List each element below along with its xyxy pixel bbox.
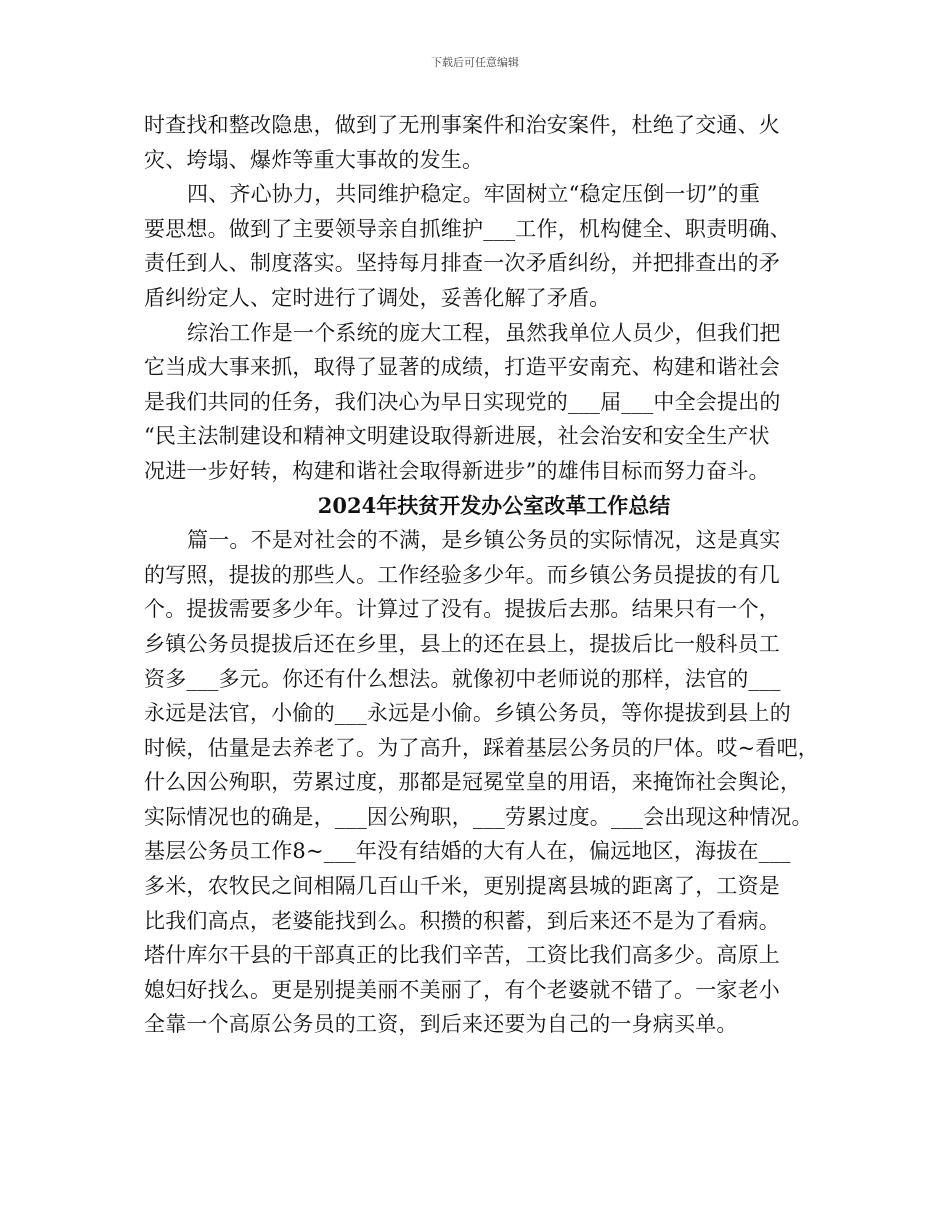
text-line: 灾、垮塌、爆炸等重大事故的发生。 (144, 147, 484, 172)
text-line: 资多___多元。你还有什么想法。就像初中老师说的那样，法官的___ (144, 666, 781, 691)
text-line: 乡镇公务员提拔后还在乡里，县上的还在县上，提拔后比一般科员工 (144, 631, 780, 656)
text-line: 综治工作是一个系统的庞大工程，虽然我单位人员少，但我们把 (187, 320, 781, 345)
text-line: 时查找和整改隐患，做到了无刑事案件和治安案件，杜绝了交通、火 (144, 113, 780, 137)
page-header-note: 下载后可任意编辑 (431, 56, 519, 69)
paragraph-4 (144, 523, 824, 1042)
text-line: 媳妇好找么。更是别提美丽不美丽了，有个老婆就不错了。一家老小 (144, 977, 780, 1002)
text-line: 盾纠纷定人、定时进行了调处，妥善化解了矛盾。 (144, 285, 611, 310)
document-body (144, 108, 824, 1042)
text-line: 的写照，提拔的那些人。工作经验多少年。而乡镇公务员提拔的有几 (144, 562, 780, 587)
text-line: 责任到人、制度落实。坚持每月排查一次矛盾纠纷，并把排查出的矛 (144, 251, 780, 276)
paragraph-2 (144, 177, 824, 315)
paragraph-3 (144, 316, 824, 489)
text-line: 基层公务员工作8~___年没有结婚的大有人在，偏远地区，海拔在___ (144, 839, 791, 864)
text-line: 全靠一个高原公务员的工资，到后来还要为自己的一身病买单。 (144, 1012, 738, 1037)
text-line: 它当成大事来抓，取得了显著的成绩，打造平安南充、构建和谐社会 (144, 355, 780, 380)
text-line: 永远是法官，小偷的___永远是小偷。乡镇公务员，等你提拔到县上的 (144, 701, 791, 726)
text-line: 实际情况也的确是，___因公殉职，___劳累过度。___会出现这种情况。 (144, 804, 813, 829)
text-line: 是我们共同的任务，我们决心为早日实现党的___届___中全会提出的 (144, 389, 781, 414)
text-line: 四、齐心协力，共同维护稳定。牢固树立“稳定压倒一切”的重 (187, 182, 761, 207)
text-line: 要思想。做到了主要领导亲自抓维护___工作，机构健全、职责明确、 (144, 216, 791, 241)
paragraph-1 (144, 108, 824, 177)
text-line: 多米，农牧民之间相隔几百山千米，更别提离县城的距离了，工资是 (144, 874, 780, 899)
text-line: 什么因公殉职，劳累过度，那都是冠冕堂皇的用语，来掩饰社会舆论， (144, 770, 802, 795)
text-line: “民主法制建设和精神文明建设取得新进展，社会治安和安全生产状 (144, 424, 770, 449)
text-line: 况进一步好转，构建和谐社会取得新进步”的雄伟目标而努力奋斗。 (144, 458, 770, 483)
text-line: 个。提拔需要多少年。计算过了没有。提拔后去那。结果只有一个， (144, 597, 780, 622)
section-title: 2024年扶贫开发办公室改革工作总结 (317, 492, 671, 518)
text-line: 时候，估量是去养老了。为了高升，踩着基层公务员的尸体。哎~看吧， (144, 735, 819, 760)
text-line: 比我们高点，老婆能找到么。积攒的积蓄，到后来还不是为了看病。 (144, 908, 780, 933)
text-line: 篇一。不是对社会的不满，是乡镇公务员的实际情况，这是真实 (187, 528, 781, 553)
text-line: 塔什库尔干县的干部真正的比我们辛苦，工资比我们高多少。高原上 (144, 943, 780, 968)
